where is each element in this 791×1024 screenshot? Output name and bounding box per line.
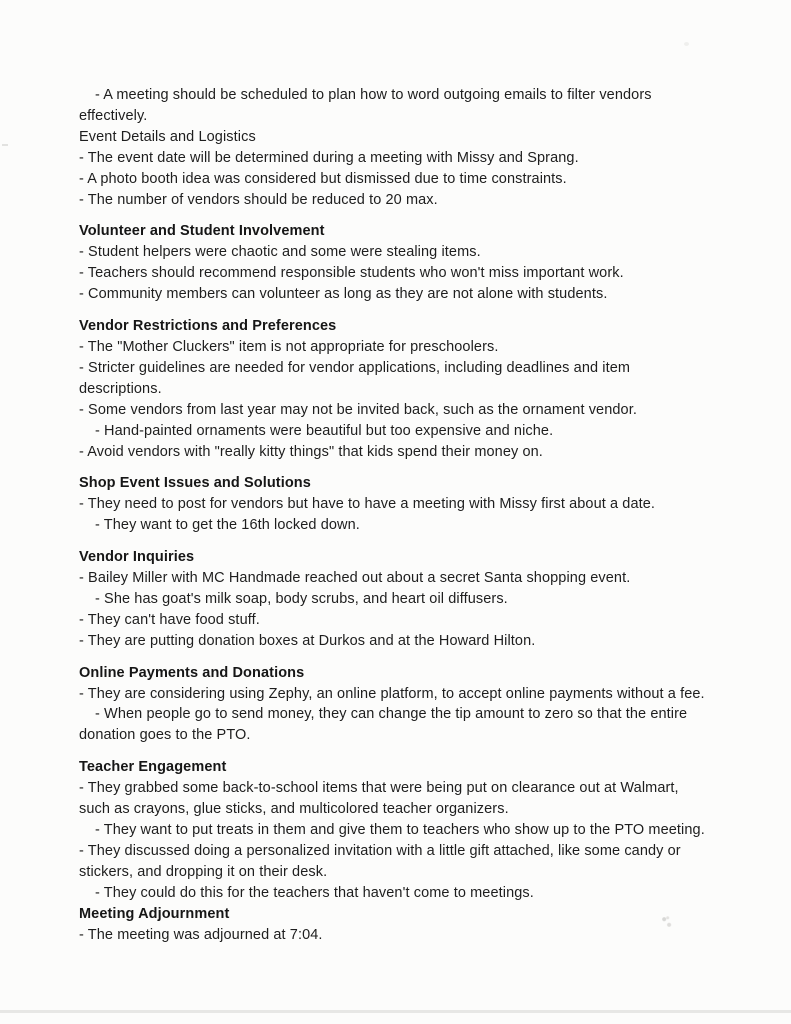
text-line: donation goes to the PTO.	[79, 727, 251, 744]
scan-artifact-smudge	[660, 915, 674, 929]
document-section	[79, 547, 747, 652]
scan-artifact-mark	[2, 144, 8, 146]
section-heading: Volunteer and Student Involvement	[79, 223, 325, 240]
text-line: descriptions.	[79, 380, 162, 397]
scan-artifact-dot	[684, 42, 689, 46]
bullet-line: - Community members can volunteer as long as they are not alone with students.	[79, 286, 608, 303]
document-section	[79, 221, 747, 305]
section-heading: Shop Event Issues and Solutions	[79, 475, 311, 492]
section-heading: Meeting Adjournment	[79, 905, 230, 922]
bullet-line: - A meeting should be scheduled to plan how to word outgoing emails to filter vendors	[95, 87, 652, 103]
bullet-line: - They want to get the 16th locked down.	[95, 517, 360, 534]
section-heading: Vendor Inquiries	[79, 549, 195, 566]
document-section	[79, 663, 747, 747]
bullet-line: - They grabbed some back-to-school items that were being put on clearance out at Walmart,	[79, 780, 679, 797]
bullet-line: - Stricter guidelines are needed for vendor applications, including deadlines and item	[79, 359, 631, 376]
bullet-line: - They want to put treats in them and give them to teachers who show up to the PTO meeting.	[95, 822, 705, 838]
scan-edge-line	[0, 1010, 791, 1013]
bullet-line: - They need to post for vendors but have to have a meeting with Missy first about a date.	[79, 496, 656, 513]
document-section	[79, 757, 747, 903]
text-line: Event Details and Logistics	[79, 128, 256, 145]
document-content	[79, 85, 747, 945]
section-heading: Vendor Restrictions and Preferences	[79, 318, 337, 335]
bullet-line: - Hand-painted ornaments were beautiful but too expensive and niche.	[95, 422, 554, 439]
section-heading: Teacher Engagement	[79, 759, 227, 776]
bullet-line: - A photo booth idea was considered but dismissed due to time constraints.	[79, 170, 567, 187]
bullet-line: - They are putting donation boxes at Durkos and at the Howard Hilton.	[79, 632, 536, 649]
bullet-line: - They are considering using Zephy, an online platform, to accept online payments without a fee.	[79, 685, 705, 702]
bullet-line: - They can't have food stuff.	[79, 611, 260, 628]
bullet-line: - Some vendors from last year may not be invited back, such as the ornament vendor.	[79, 401, 637, 418]
bullet-line: - Bailey Miller with MC Handmade reached out about a secret Santa shopping event.	[79, 570, 631, 587]
section-heading: Online Payments and Donations	[79, 664, 305, 681]
text-line: stickers, and dropping it on their desk.	[79, 863, 328, 880]
bullet-line: - The meeting was adjourned at 7:04.	[79, 926, 323, 943]
bullet-line: - Avoid vendors with "really kitty things" that kids spend their money on.	[79, 443, 543, 460]
bullet-line: - Teachers should recommend responsible students who won't miss important work.	[79, 265, 624, 282]
document-section	[79, 904, 747, 946]
text-line: such as crayons, glue sticks, and multicolored teacher organizers.	[79, 801, 509, 818]
bullet-line: - The number of vendors should be reduced to 20 max.	[79, 191, 438, 208]
bullet-line: - When people go to send money, they can change the tip amount to zero so that the entire	[95, 706, 688, 723]
document-section	[79, 316, 747, 462]
document-section	[79, 473, 747, 536]
bullet-line: - Student helpers were chaotic and some were stealing items.	[79, 244, 481, 261]
document-section	[79, 85, 747, 210]
bullet-line: - The "Mother Cluckers" item is not appropriate for preschoolers.	[79, 338, 499, 355]
bullet-line: - They discussed doing a personalized invitation with a little gift attached, like some candy or	[79, 842, 681, 859]
bullet-line: - They could do this for the teachers that haven't come to meetings.	[95, 884, 534, 901]
bullet-line: - The event date will be determined during a meeting with Missy and Sprang.	[79, 149, 579, 166]
bullet-line: - She has goat's milk soap, body scrubs, and heart oil diffusers.	[95, 590, 508, 607]
text-line: effectively.	[79, 107, 148, 124]
